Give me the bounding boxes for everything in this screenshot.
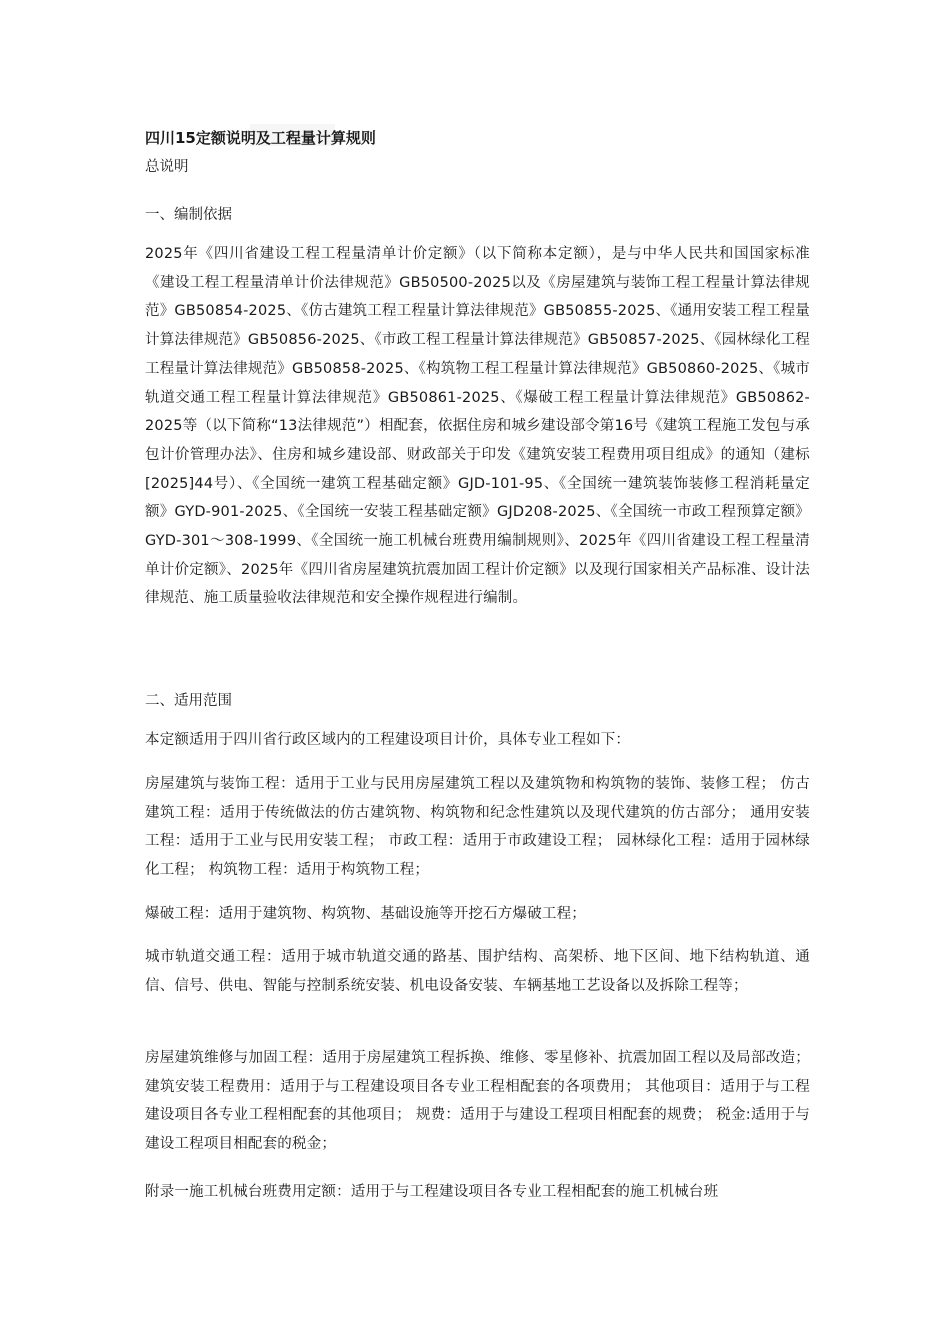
document-subtitle: 总说明 (145, 159, 189, 175)
paragraph-scope-intro: 本定额适用于四川省行政区域内的工程建设项目计价，具体专业工程如下： (145, 732, 631, 748)
paragraph-scope-5: 附录一施工机械台班费用定额：适用于与工程建设项目各专业工程相配套的施工机械台班 (145, 1184, 719, 1200)
paragraph-scope-1: 房屋建筑与装饰工程：适用于工业与民用房屋建筑工程以及建筑物和构筑物的装饰、装修工程； 仿古建筑工程：适用于传统做法的仿古建筑物、构筑物和纪念性建筑以及现代建筑的仿古部分； 通用安装工程：适用于工业与民用安装工程； 市政工程：适用于市政建设工程； 园林绿化工程：适用于园林绿化工程； 构筑物工程：适用于构筑物工程； (145, 776, 810, 879)
paragraph-scope-4: 房屋建筑维修与加固工程：适用于房屋建筑工程拆换、维修、零星修补、抗震加固工程以及局部改造； 建筑安装工程费用：适用于与工程建设项目各专业工程相配套的各项费用； 其他项目：适用于与工程建设项目各专业工程相配套的其他项目； 规费：适用于与建设工程项目相配套的规费； 税金:适用于与建设工程项目相配套的税金； (145, 1050, 810, 1153)
paragraph-scope-3: 城市轨道交通工程：适用于城市轨道交通的路基、围护结构、高架桥、地下区间、地下结构轨道、通信、信号、供电、智能与控制系统安装、机电设备安装、车辆基地工艺设备以及拆除工程等； (145, 949, 810, 994)
paragraph-basis: 2025年《四川省建设工程工程量清单计价定额》（以下简称本定额），是与中华人民共和国国家标准《建设工程工程量清单计价法律规范》GB50500-2025以及《房屋建筑与装饰工程工程量计算法律规范》GB50854-2025、《仿古建筑工程工程量计算法律规范》GB50855-2025、《通用安装工程工程量计算法律规范》GB50856-2025、《市政工程工程量计算法律规范》GB50857-2025、《园林绿化工程工程量计算法律规范》GB50858-2025、《构筑物工程工程量计算法律规范》GB50860-2025、《城市轨道交通工程工程量计算法律规范》GB50861-2025、《爆破工程工程量计算法律规范》GB50862-2025等（以下简称“13法律规范”）相配套，依据住房和城乡建设部令第16号《建筑工程施工发包与承包计价管理办法》、住房和城乡建设部、财政部关于印发《建筑安装工程费用项目组成》的通知（建标[2025]44号）、《全国统一建筑工程基础定额》GJD-101-95、《全国统一建筑装饰装修工程消耗量定额》GYD-901-2025、《全国统一安装工程基础定额》GJD208-2025、《全国统一市政工程预算定额》GYD-301～308-1999、《全国统一施工机械台班费用编制规则》、2025年《四川省建设工程工程量清单计价定额》、2025年《四川省房屋建筑抗震加固工程计价定额》以及现行国家相关产品标准、设计法律规范、施工质量验收法律规范和安全操作规程进行编制。 (145, 246, 810, 607)
paragraph-scope-2: 爆破工程：适用于建筑物、构筑物、基础设施等开挖石方爆破工程； (145, 906, 586, 922)
section-heading-scope: 二、适用范围 (145, 693, 232, 709)
document-title: 四川15定额说明及工程量计算规则 (145, 129, 376, 147)
section-heading-basis: 一、编制依据 (145, 207, 232, 223)
